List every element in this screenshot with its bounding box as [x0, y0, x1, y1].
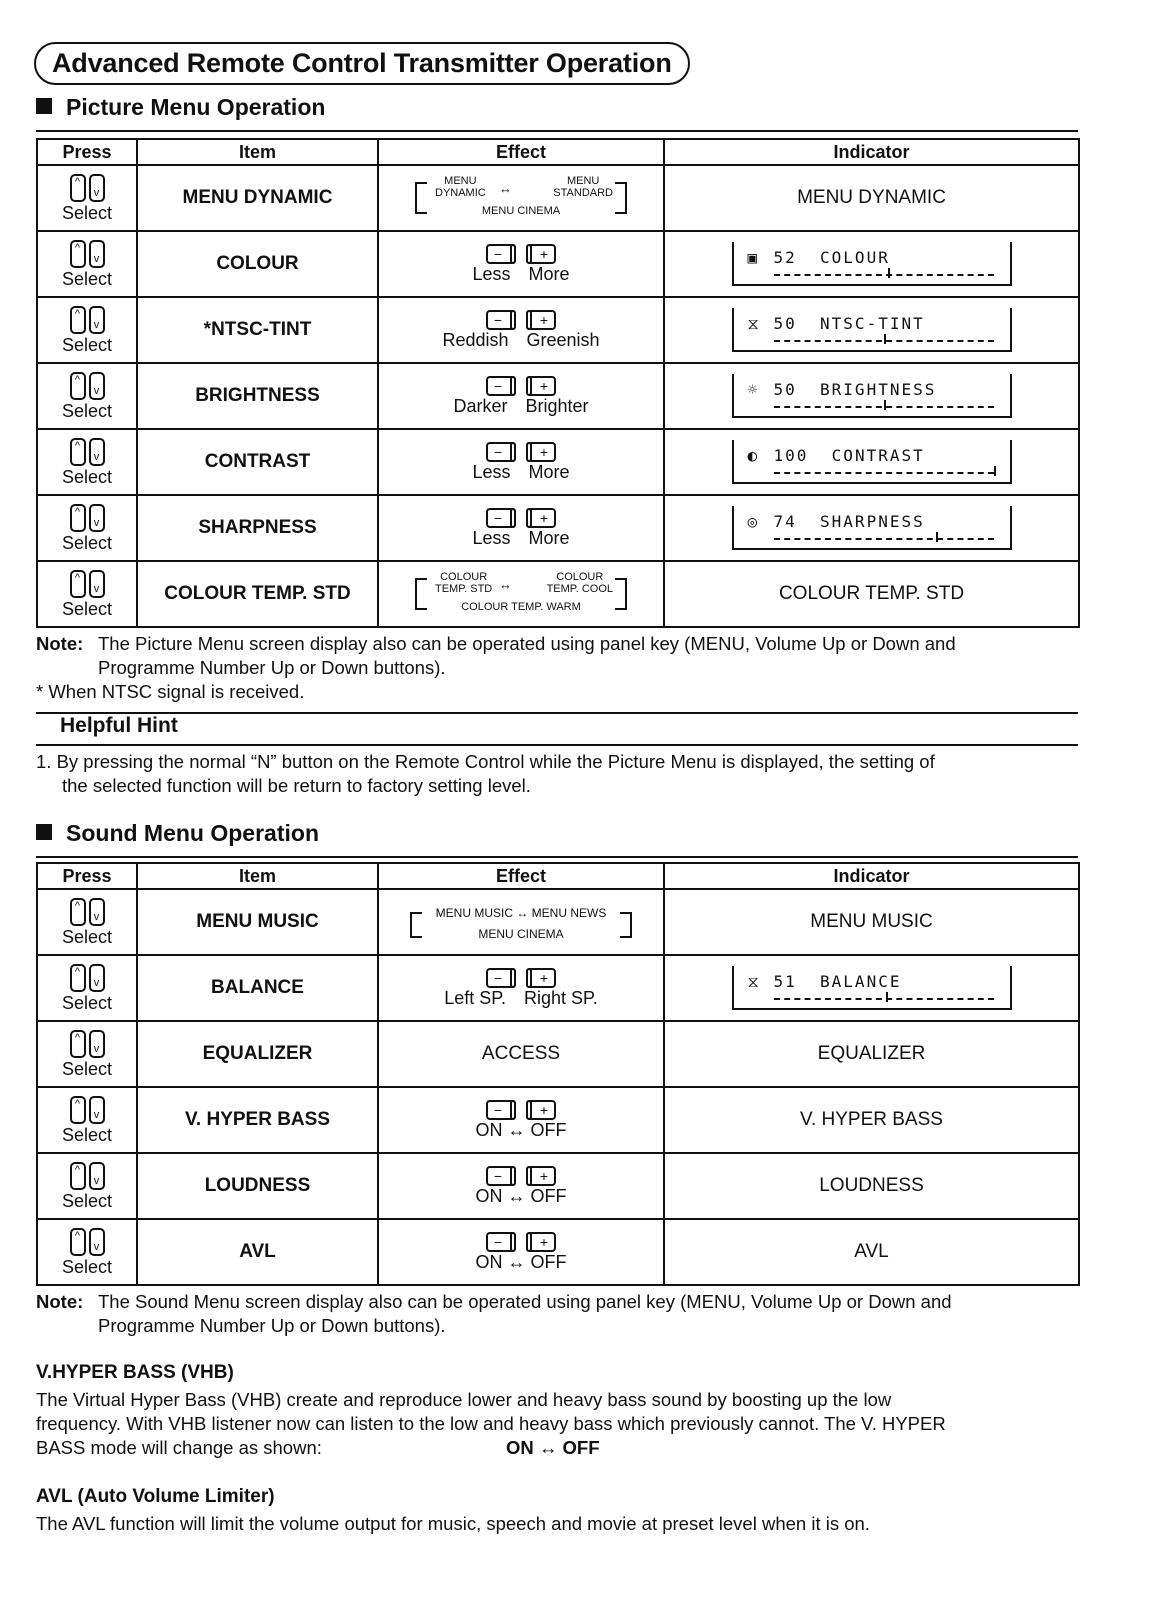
- cycle-option: MENU CINEMA: [478, 927, 564, 941]
- sound-section-heading-text: Sound Menu Operation: [66, 820, 319, 846]
- osd-value: 52: [773, 248, 797, 267]
- indicator-cell: [664, 955, 1079, 1021]
- select-keys: [70, 570, 105, 598]
- indicator-text: COLOUR TEMP. STD: [778, 583, 965, 604]
- press-cell: [37, 889, 137, 955]
- osd-value: 50: [773, 314, 797, 333]
- indicator-cell: [664, 1087, 1079, 1153]
- volume-keys: [486, 1232, 556, 1252]
- effect-onoff: ON ↔ OFF: [475, 1251, 567, 1272]
- press-cell: [37, 1153, 137, 1219]
- osd-name: SHARPNESS: [820, 512, 925, 531]
- select-keys: [70, 1096, 105, 1124]
- table-row: [37, 955, 1079, 1021]
- indicator-text: EQUALIZER: [817, 1043, 926, 1064]
- item-cell: SHARPNESS: [137, 495, 378, 561]
- sound-menu-table: [36, 862, 1080, 1286]
- down-key-icon: v: [89, 372, 105, 400]
- press-cell: [37, 561, 137, 627]
- sound-note: [36, 1290, 952, 1338]
- osd-indicator: [732, 242, 1012, 286]
- down-key-icon: v: [89, 306, 105, 334]
- effect-adjust: [379, 508, 663, 549]
- cycle-arrow-icon: ↔: [499, 181, 512, 196]
- effect-adjust: [379, 442, 663, 483]
- select-keys: [70, 306, 105, 334]
- osd-readout: [774, 380, 937, 399]
- cycle-option: COLOUR TEMP. STD: [435, 571, 493, 595]
- plus-key-icon: +: [526, 244, 556, 264]
- press-cell: [37, 1219, 137, 1285]
- effect-cell: [378, 561, 664, 627]
- osd-readout: [774, 512, 925, 531]
- down-key-icon: v: [89, 1162, 105, 1190]
- down-key-icon: v: [89, 174, 105, 202]
- press-cell: [37, 165, 137, 231]
- indicator-cell: [664, 1153, 1079, 1219]
- effect-cell: [378, 297, 664, 363]
- select-keys: [70, 1162, 105, 1190]
- osd-level-marker: [936, 532, 938, 542]
- up-key-icon: ^: [70, 1162, 86, 1190]
- up-key-icon: ^: [70, 504, 86, 532]
- effect-cycle: [411, 172, 631, 224]
- effect-cycle: [411, 568, 631, 620]
- select-label: Select: [61, 400, 113, 421]
- osd-value: 100: [773, 446, 809, 465]
- up-key-icon: ^: [70, 240, 86, 268]
- volume-keys: [486, 442, 556, 462]
- table-header-row: [37, 863, 1079, 889]
- press-keys: [38, 372, 136, 421]
- indicator-text: LOUDNESS: [819, 1175, 924, 1196]
- minus-key-icon: −: [486, 442, 516, 462]
- indicator-cell: [664, 561, 1079, 627]
- down-key-icon: v: [89, 438, 105, 466]
- effect-label-minus: Less: [472, 263, 511, 284]
- effect-toggle: [379, 1100, 663, 1141]
- cycle-option: COLOUR TEMP. WARM: [461, 601, 581, 613]
- item-cell: CONTRAST: [137, 429, 378, 495]
- plus-key-icon: +: [526, 508, 556, 528]
- osd-level-bar: [774, 538, 994, 540]
- osd-value: 50: [773, 380, 797, 399]
- indicator-cell: [664, 1219, 1079, 1285]
- osd-name: BALANCE: [820, 972, 902, 991]
- press-keys: [38, 1162, 136, 1211]
- select-label: Select: [61, 466, 113, 487]
- helpful-hint-heading: Helpful Hint: [60, 714, 178, 737]
- select-label: Select: [61, 926, 113, 947]
- select-keys: [70, 372, 105, 400]
- column-header-indicator: Indicator: [664, 139, 1079, 165]
- vhb-onoff: ON ↔ OFF: [506, 1437, 600, 1458]
- note-line: The Sound Menu screen display also can be operated using panel key (MENU, Volume Up or Down and: [98, 1291, 952, 1312]
- minus-key-icon: −: [486, 968, 516, 988]
- picture-menu-table: [36, 138, 1080, 628]
- picture-section-heading: [36, 94, 325, 121]
- minus-key-icon: −: [486, 1100, 516, 1120]
- column-header-indicator: Indicator: [664, 863, 1079, 889]
- osd-value: 51: [773, 972, 797, 991]
- effect-cell: [378, 231, 664, 297]
- osd-readout: [774, 314, 925, 333]
- press-keys: [38, 1030, 136, 1079]
- up-key-icon: ^: [70, 964, 86, 992]
- indicator-cell: [664, 165, 1079, 231]
- select-label: Select: [61, 1058, 113, 1079]
- minus-key-icon: −: [486, 508, 516, 528]
- osd-value: 74: [773, 512, 797, 531]
- table-row: [37, 561, 1079, 627]
- effect-cell: [378, 1153, 664, 1219]
- press-cell: [37, 1021, 137, 1087]
- osd-readout: [774, 446, 925, 465]
- osd-level-marker: [884, 334, 886, 344]
- table-header-row: [37, 139, 1079, 165]
- bullet-square-icon: [36, 824, 52, 840]
- volume-keys: [486, 244, 556, 264]
- effect-label-minus: Less: [472, 527, 511, 548]
- item-cell: COLOUR TEMP. STD: [137, 561, 378, 627]
- indicator-cell: [664, 1021, 1079, 1087]
- divider: [36, 712, 1078, 714]
- cycle-option: MENU CINEMA: [481, 205, 561, 217]
- down-key-icon: v: [89, 1228, 105, 1256]
- item-cell: MENU DYNAMIC: [137, 165, 378, 231]
- press-cell: [37, 955, 137, 1021]
- osd-level-bar: [774, 472, 994, 474]
- select-label: Select: [61, 268, 113, 289]
- indicator-cell: [664, 297, 1079, 363]
- divider: [36, 744, 1078, 746]
- item-cell: BRIGHTNESS: [137, 363, 378, 429]
- select-keys: [70, 438, 105, 466]
- osd-name: COLOUR: [820, 248, 890, 267]
- column-header-press: Press: [37, 863, 137, 889]
- column-header-effect: Effect: [378, 863, 664, 889]
- effect-toggle: [379, 1232, 663, 1273]
- volume-keys: [486, 508, 556, 528]
- press-cell: [37, 297, 137, 363]
- effect-label-minus: Less: [472, 461, 511, 482]
- select-keys: [70, 1228, 105, 1256]
- item-cell: MENU MUSIC: [137, 889, 378, 955]
- effect-adjust: [379, 968, 663, 1009]
- press-keys: [38, 438, 136, 487]
- picture-section-heading-text: Picture Menu Operation: [66, 94, 326, 120]
- effect-cell: [378, 495, 664, 561]
- volume-keys: [486, 968, 556, 988]
- divider: [36, 856, 1078, 858]
- plus-key-icon: +: [526, 968, 556, 988]
- effect-cell: [378, 1219, 664, 1285]
- indicator-cell: [664, 495, 1079, 561]
- divider: [36, 130, 1078, 132]
- select-keys: [70, 1030, 105, 1058]
- item-cell: V. HYPER BASS: [137, 1087, 378, 1153]
- press-keys: [38, 1228, 136, 1277]
- press-cell: [37, 429, 137, 495]
- up-key-icon: ^: [70, 372, 86, 400]
- osd-level-marker: [886, 992, 888, 1002]
- effect-label-plus: More: [528, 263, 570, 284]
- colour-icon: ▣: [747, 248, 758, 267]
- avl-text: The AVL function will limit the volume output for music, speech and movie at preset level when it is on.: [36, 1513, 870, 1534]
- column-header-item: Item: [137, 139, 378, 165]
- table-row: [37, 363, 1079, 429]
- select-keys: [70, 898, 105, 926]
- vhb-text: [36, 1388, 946, 1460]
- osd-level-marker: [884, 400, 886, 410]
- item-cell: EQUALIZER: [137, 1021, 378, 1087]
- bullet-square-icon: [36, 98, 52, 114]
- effect-label-plus: More: [528, 527, 570, 548]
- minus-key-icon: −: [486, 310, 516, 330]
- effect-text: ACCESS: [481, 1043, 561, 1064]
- press-cell: [37, 231, 137, 297]
- down-key-icon: v: [89, 898, 105, 926]
- up-key-icon: ^: [70, 1030, 86, 1058]
- effect-cell: [378, 889, 664, 955]
- column-header-press: Press: [37, 139, 137, 165]
- select-keys: [70, 964, 105, 992]
- minus-key-icon: −: [486, 244, 516, 264]
- tint-icon: ⧖: [747, 314, 759, 333]
- osd-level-marker: [888, 268, 890, 278]
- effect-cell: [378, 1021, 664, 1087]
- osd-indicator: [732, 966, 1012, 1010]
- note-label: Note:: [36, 633, 84, 654]
- cycle-option: MENU DYNAMIC: [435, 175, 486, 199]
- sharpness-icon: ◎: [747, 512, 758, 531]
- effect-adjust: [379, 310, 663, 351]
- page-title: Advanced Remote Control Transmitter Operation: [34, 42, 690, 85]
- up-key-icon: ^: [70, 1096, 86, 1124]
- table-row: [37, 1021, 1079, 1087]
- up-key-icon: ^: [70, 174, 86, 202]
- osd-readout: [774, 248, 890, 267]
- select-label: Select: [61, 334, 113, 355]
- plus-key-icon: +: [526, 442, 556, 462]
- press-keys: [38, 1096, 136, 1145]
- select-label: Select: [61, 1124, 113, 1145]
- osd-indicator: [732, 506, 1012, 550]
- table-row: [37, 495, 1079, 561]
- minus-key-icon: −: [486, 376, 516, 396]
- select-label: Select: [61, 992, 113, 1013]
- cycle-option: COLOUR TEMP. COOL: [546, 571, 613, 595]
- effect-adjust: [379, 244, 663, 285]
- indicator-text: MENU DYNAMIC: [797, 187, 946, 208]
- up-key-icon: ^: [70, 306, 86, 334]
- press-keys: [38, 504, 136, 553]
- table-row: [37, 165, 1079, 231]
- vhb-line: frequency. With VHB listener now can listen to the low and heavy bass which previously cannot. The V. HYPER: [36, 1413, 946, 1434]
- item-cell: COLOUR: [137, 231, 378, 297]
- table-row: [37, 1219, 1079, 1285]
- press-keys: [38, 174, 136, 223]
- note-line: The Picture Menu screen display also can be operated using panel key (MENU, Volume Up or Down and: [98, 633, 956, 654]
- balance-icon: ⧖: [747, 972, 759, 991]
- vhb-heading: V.HYPER BASS (VHB): [36, 1362, 234, 1383]
- item-cell: LOUDNESS: [137, 1153, 378, 1219]
- brightness-icon: ☼: [747, 380, 758, 399]
- effect-cell: [378, 363, 664, 429]
- press-keys: [38, 240, 136, 289]
- osd-name: BRIGHTNESS: [820, 380, 937, 399]
- press-keys: [38, 570, 136, 619]
- cycle-option: MENU MUSIC ↔ MENU NEWS: [435, 906, 607, 920]
- down-key-icon: v: [89, 240, 105, 268]
- indicator-cell: [664, 429, 1079, 495]
- select-label: Select: [61, 1256, 113, 1277]
- sound-section-heading: [36, 820, 319, 847]
- osd-indicator: [732, 308, 1012, 352]
- press-keys: [38, 306, 136, 355]
- effect-onoff: ON ↔ OFF: [475, 1119, 567, 1140]
- item-cell: *NTSC-TINT: [137, 297, 378, 363]
- down-key-icon: v: [89, 1030, 105, 1058]
- table-row: [37, 1153, 1079, 1219]
- minus-key-icon: −: [486, 1232, 516, 1252]
- effect-label-minus: Left SP.: [444, 987, 506, 1008]
- osd-indicator: [732, 440, 1012, 484]
- osd-readout: [774, 972, 902, 991]
- down-key-icon: v: [89, 570, 105, 598]
- item-cell: AVL: [137, 1219, 378, 1285]
- effect-cell: [378, 955, 664, 1021]
- volume-keys: [486, 376, 556, 396]
- select-keys: [70, 240, 105, 268]
- effect-label-plus: Brighter: [525, 395, 589, 416]
- vhb-line: BASS mode will change as shown:: [36, 1437, 322, 1458]
- osd-level-marker: [994, 466, 996, 476]
- effect-adjust: [379, 376, 663, 417]
- plus-key-icon: +: [526, 1232, 556, 1252]
- column-header-item: Item: [137, 863, 378, 889]
- press-cell: [37, 495, 137, 561]
- volume-keys: [486, 310, 556, 330]
- plus-key-icon: +: [526, 310, 556, 330]
- effect-toggle: [379, 1166, 663, 1207]
- osd-name: NTSC-TINT: [820, 314, 925, 333]
- helpful-hint-text: [36, 750, 935, 798]
- table-row: [37, 1087, 1079, 1153]
- select-keys: [70, 504, 105, 532]
- effect-onoff: ON ↔ OFF: [475, 1185, 567, 1206]
- indicator-text: AVL: [854, 1241, 889, 1262]
- select-label: Select: [61, 1190, 113, 1211]
- indicator-cell: [664, 363, 1079, 429]
- press-cell: [37, 363, 137, 429]
- minus-key-icon: −: [486, 1166, 516, 1186]
- contrast-icon: ◐: [747, 446, 758, 465]
- picture-note: [36, 632, 956, 680]
- volume-keys: [486, 1100, 556, 1120]
- down-key-icon: v: [89, 1096, 105, 1124]
- select-keys: [70, 174, 105, 202]
- item-cell: BALANCE: [137, 955, 378, 1021]
- down-key-icon: v: [89, 504, 105, 532]
- down-key-icon: v: [89, 964, 105, 992]
- osd-indicator: [732, 374, 1012, 418]
- table-row: [37, 889, 1079, 955]
- asterisk-note: * When NTSC signal is received.: [36, 681, 305, 702]
- hint-line: the selected function will be return to factory setting level.: [62, 775, 531, 796]
- effect-label-plus: Right SP.: [524, 987, 598, 1008]
- volume-keys: [486, 1166, 556, 1186]
- up-key-icon: ^: [70, 570, 86, 598]
- effect-cell: [378, 1087, 664, 1153]
- plus-key-icon: +: [526, 1100, 556, 1120]
- indicator-cell: [664, 231, 1079, 297]
- vhb-line: The Virtual Hyper Bass (VHB) create and reproduce lower and heavy bass sound by boosting up the low: [36, 1389, 892, 1410]
- table-row: [37, 297, 1079, 363]
- up-key-icon: ^: [70, 438, 86, 466]
- plus-key-icon: +: [526, 376, 556, 396]
- effect-cell: [378, 429, 664, 495]
- select-label: Select: [61, 202, 113, 223]
- osd-level-bar: [774, 274, 994, 276]
- select-label: Select: [61, 598, 113, 619]
- osd-name: CONTRAST: [831, 446, 925, 465]
- up-key-icon: ^: [70, 1228, 86, 1256]
- up-key-icon: ^: [70, 898, 86, 926]
- note-line: Programme Number Up or Down buttons).: [98, 657, 446, 678]
- note-label: Note:: [36, 1291, 84, 1312]
- cycle-option: MENU STANDARD: [553, 175, 613, 199]
- table-row: [37, 231, 1079, 297]
- effect-label-minus: Reddish: [442, 329, 509, 350]
- effect-label-minus: Darker: [453, 395, 508, 416]
- note-line: Programme Number Up or Down buttons).: [98, 1315, 446, 1336]
- plus-key-icon: +: [526, 1166, 556, 1186]
- select-label: Select: [61, 532, 113, 553]
- press-keys: [38, 898, 136, 947]
- effect-cell: [378, 165, 664, 231]
- effect-cycle: [406, 900, 636, 944]
- indicator-text: MENU MUSIC: [810, 911, 933, 932]
- cycle-arrow-icon: ↔: [499, 577, 512, 592]
- osd-level-bar: [774, 998, 994, 1000]
- avl-heading: AVL (Auto Volume Limiter): [36, 1486, 275, 1507]
- press-cell: [37, 1087, 137, 1153]
- indicator-text: V. HYPER BASS: [800, 1109, 943, 1130]
- hint-line: 1. By pressing the normal “N” button on the Remote Control while the Picture Menu is displayed, the setting of: [36, 751, 935, 772]
- column-header-effect: Effect: [378, 139, 664, 165]
- indicator-cell: [664, 889, 1079, 955]
- effect-label-plus: Greenish: [526, 329, 600, 350]
- table-row: [37, 429, 1079, 495]
- effect-label-plus: More: [528, 461, 570, 482]
- press-keys: [38, 964, 136, 1013]
